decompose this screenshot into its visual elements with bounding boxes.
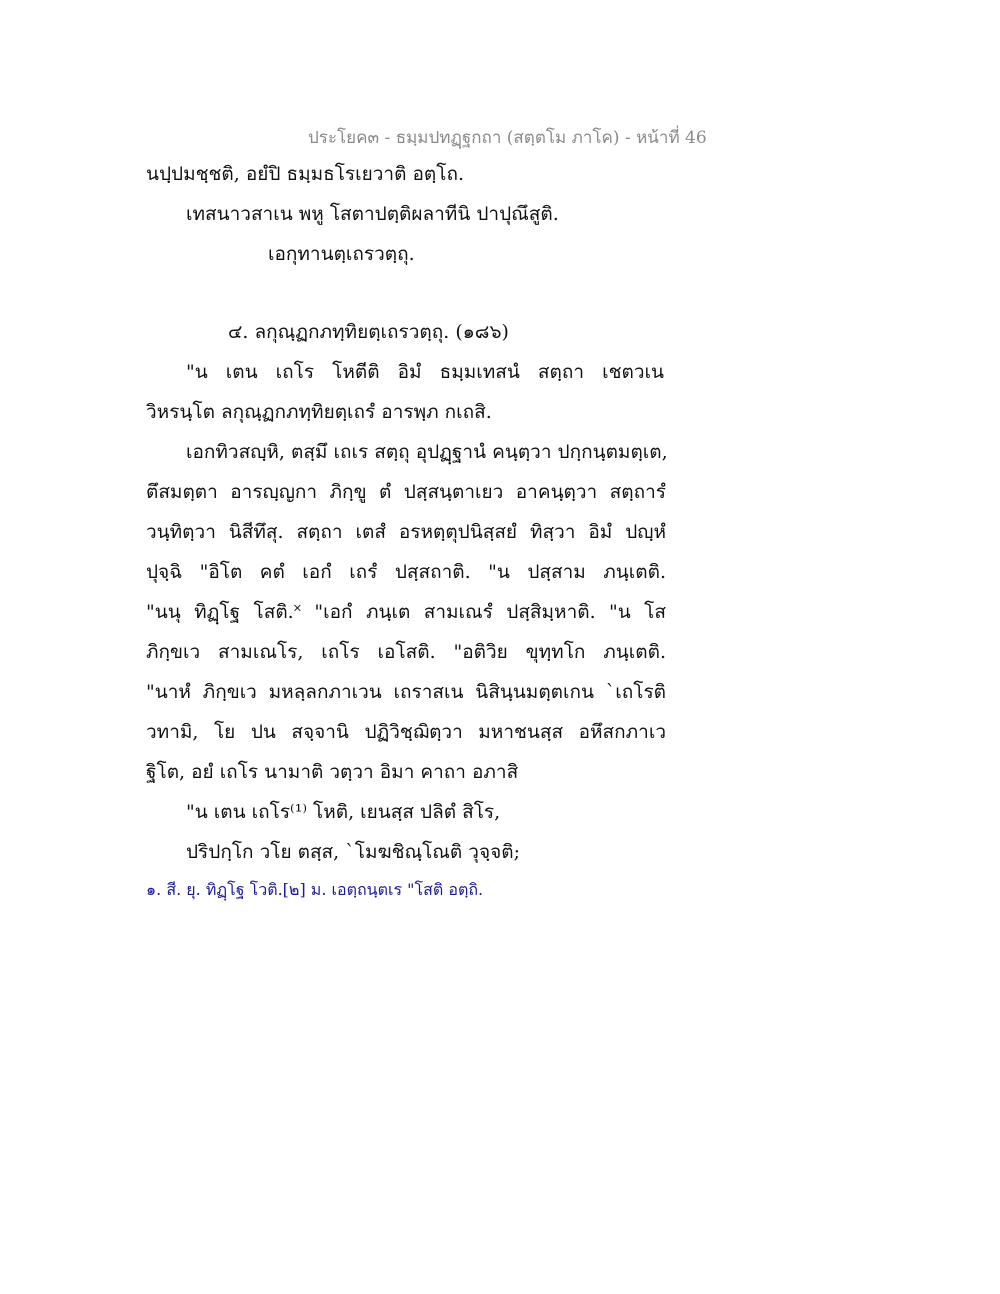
text-line: วทามิ, โย ปน สจฺจานิ ปฏิวิชฺฌิตฺวา มหาชนสฺส อหึสกภาเว: [146, 721, 666, 743]
text-line: "นาหํ ภิกฺขเว มหลฺลกภาเวน เถราสเน นิสินฺนมตฺตเกน `เถโรติ: [146, 681, 666, 703]
text-line: เทสนาวสาเน พหู โสตาปตฺติผลาทีนิ ปาปุณึสูติ.: [186, 203, 559, 225]
text-line: ตึสมตฺตา อารญฺญกา ภิกฺขู ตํ ปสฺสนฺตาเยว อาคนฺตฺวา สตฺถารํ: [146, 481, 666, 503]
page-header: ประโยค๓ - ธมฺมปทฏฺฐกถา (สตฺตโม ภาโค) - หน้าที่ 46: [308, 128, 707, 148]
text-line: วิหรนฺโต ลกุณฺฏกภทฺทิยตฺเถรํ อารพฺภ กเถสิ.: [146, 401, 492, 423]
text-line: วนฺทิตฺวา นิสีทึสุ. สตฺถา เตสํ อรหตฺตุปนิสฺสยํ ทิสฺวา อิมํ ปญฺหํ: [146, 521, 666, 543]
text-line: ปุจฺฉิ "อิโต คตํ เอกํ เถรํ ปสฺสถาติ. "น ปสฺสาม ภนฺเตติ.: [146, 561, 666, 583]
section-title: ๔. ลกุณฺฏกภทฺทิยตฺเถรวตฺถุ. (๑๘๖): [228, 321, 509, 343]
text-line: ฐิโต, อยํ เถโร นามาติ วตฺวา อิมา คาถา อภาสิ: [146, 761, 519, 783]
text-line: "นนุ ทิฏฺโฐ โสติ.˟ "เอกํ ภนฺเต สามเณรํ ปสฺสิมฺหาติ. "น โส: [146, 601, 666, 623]
text-line: "น เตน เถโร โหตีติ อิมํ ธมฺมเทสนํ สตฺถา เชตวเน: [186, 361, 664, 383]
text-line: นปฺปมชฺชติ, อยํปิ ธมฺมธโรเยวาติ อตฺโถ.: [146, 163, 464, 185]
verse-line: ปริปกฺโก วโย ตสฺส, `โมฆชิณฺโณติ วุจฺจติ;: [186, 841, 520, 863]
text-line: เอกทิวสญฺหิ, ตสฺมึ เถเร สตฺถุ อุปฏฺฐานํ คนฺตฺวา ปกฺกนฺตมตฺเต,: [186, 441, 668, 463]
section-end-title: เอกุทานตฺเถรวตฺถุ.: [268, 243, 415, 265]
verse-line: "น เตน เถโร⁽¹⁾ โหติ, เยนสฺส ปลิตํ สิโร,: [186, 801, 501, 823]
text-line: ภิกฺขเว สามเณโร, เถโร เอโสติ. "อติวิย ขุทฺทโก ภนฺเตติ.: [146, 641, 666, 663]
footnote: ๑. สี. ยุ. ทิฏฺโฐ โวติ.[๒] ม. เอตฺถนฺตเร "โสติ อตฺถิ.: [146, 880, 484, 899]
